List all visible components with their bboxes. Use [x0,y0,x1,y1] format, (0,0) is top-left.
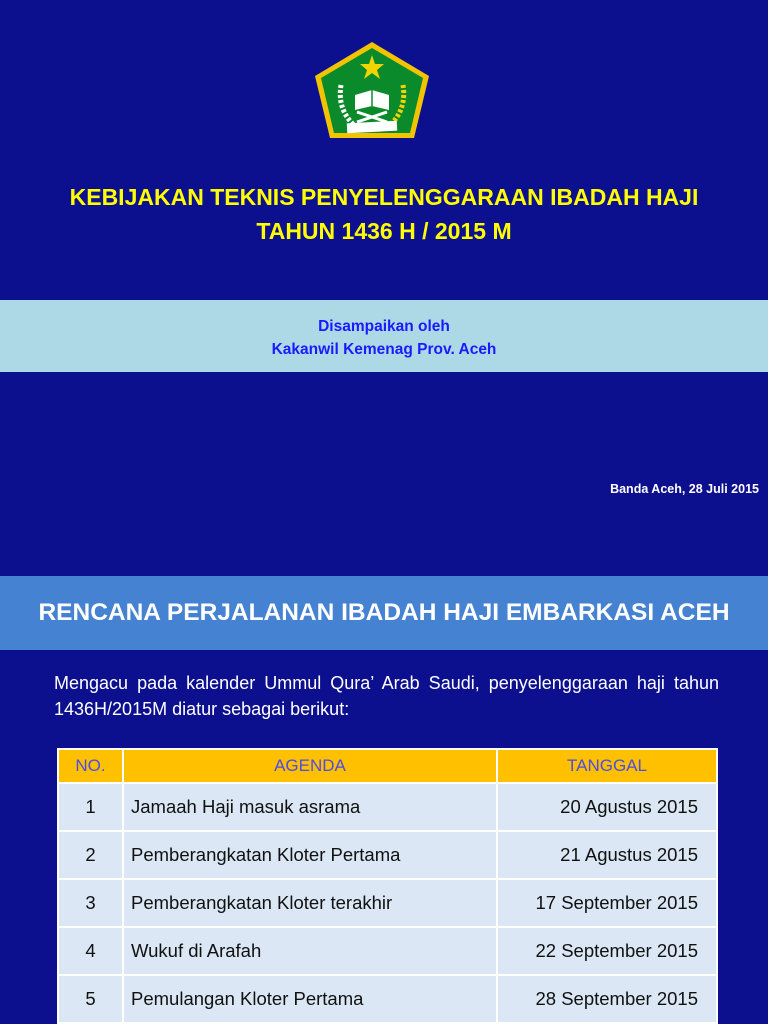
row-date: 28 September 2015 [497,975,717,1023]
row-agenda: Pemberangkatan Kloter Pertama [123,831,497,879]
presenter-name: Kakanwil Kemenag Prov. Aceh [271,341,497,358]
row-no: 5 [58,975,123,1023]
header-tanggal: TANGGAL [497,749,717,783]
agenda-table [57,748,718,1024]
row-agenda: Jamaah Haji masuk asrama [123,783,497,831]
presenter-band [0,300,768,372]
header-no: NO. [58,749,123,783]
row-date: 17 September 2015 [497,879,717,927]
presentation-title [0,180,768,248]
agenda-slide [0,560,768,1024]
row-date: 20 Agustus 2015 [497,783,717,831]
table-row [58,831,717,879]
row-agenda: Pemulangan Kloter Pertama [123,975,497,1023]
row-date: 21 Agustus 2015 [497,831,717,879]
title-line-1: KEBIJAKAN TEKNIS PENYELENGGARAAN IBADAH HAJI [69,184,699,210]
row-no: 1 [58,783,123,831]
table-header-row [58,749,717,783]
table-row [58,975,717,1023]
row-date: 22 September 2015 [497,927,717,975]
row-no: 4 [58,927,123,975]
title-line-2: TAHUN 1436 H / 2015 M [256,218,512,244]
kemenag-logo-icon [311,40,433,140]
header-agenda: AGENDA [123,749,497,783]
row-no: 2 [58,831,123,879]
heading-band [0,576,768,650]
presenter-label: Disampaikan oleh [318,318,450,335]
intro-paragraph: Mengacu pada kalender Ummul Qura’ Arab Saudi, penyelenggaraan haji tahun 1436H/2015M diatur sebagai berikut: [54,673,719,719]
table-row [58,879,717,927]
row-no: 3 [58,879,123,927]
slide-heading: RENCANA PERJALANAN IBADAH HAJI EMBARKASI ACEH [38,599,730,626]
row-agenda: Wukuf di Arafah [123,927,497,975]
table-row [58,927,717,975]
table-row [58,783,717,831]
row-agenda: Pemberangkatan Kloter terakhir [123,879,497,927]
place-date: Banda Aceh, 28 Juli 2015 [610,482,759,496]
